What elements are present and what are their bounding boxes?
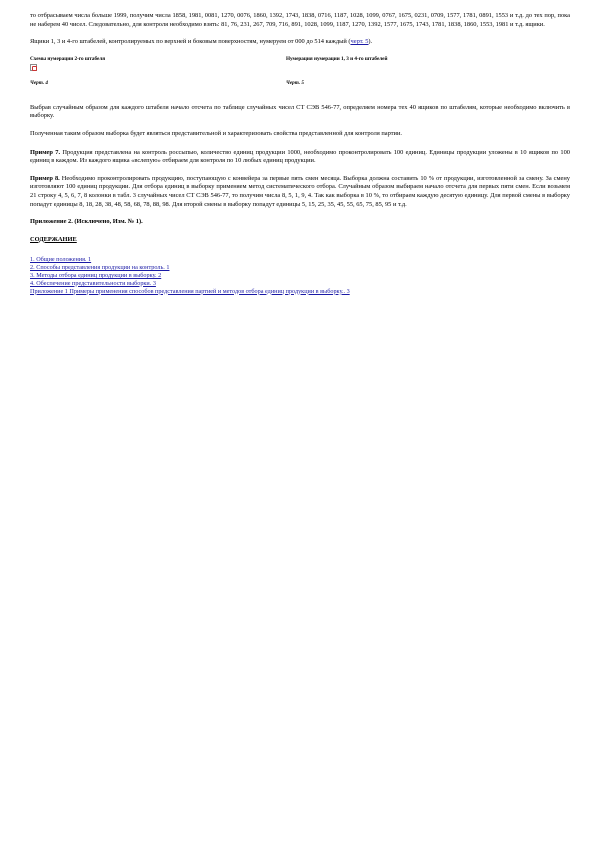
figure-5-caption: Черт. 5 (286, 79, 304, 86)
paragraph-random-numbers: то отбрасываем числа больше 1999, получим числа 1858, 1981, 0081, 1270, 0076, 1860, 1392, 1743, 1838, 0716, 1187, 1028, 1099, 0767, 1675, 0231, 0709, 1577, 1781, 0891, 1553 и т.д. до тех пор, пока не наберем 40 чисел. Следовательно, для контроля необходимо взять: 81, 76, 231, 267, 709, 716, 891, 1028, 1099, 1187, 1270, 1392, 1577, 1675, 1743, 1781, 1838, 1860, 1553, 1981 и т.д. ящики. (30, 12, 570, 28)
figure-4-title: Схемы нумерации 2-го штабеля (30, 55, 106, 62)
toc-link-presentation-methods[interactable]: 2. Способы представления продукции на контроль. 1 (30, 264, 170, 272)
boxes-text-end: ). (368, 38, 373, 46)
toc-link-general[interactable]: 1. Общие положения. 1 (30, 256, 92, 264)
figure-4 (30, 56, 280, 87)
document-page (30, 12, 570, 295)
toc-link-sampling-methods[interactable]: 3. Методы отбора единиц продукции в выборку. 2 (30, 271, 162, 279)
figures-row (30, 56, 570, 96)
paragraph-example-7 (30, 149, 570, 166)
figure-5 (286, 56, 570, 87)
example-7-label: Пример 7. (30, 148, 61, 156)
example-7-text: Продукция представлена на контроль россыпью, количество единиц продукции 1000, необходимо проконтролировать 100 единиц. Единицы продукции уложены в 10 ящиков по 100 единиц в каждом. Из каждого ящика «вслепую» отбираем для контроля по 10 любых единиц продукции. (30, 148, 571, 165)
paragraph-selection: Выбрав случайным образом для каждого штабеля начало отсчета по таблице случайных чисел СТ СЭВ 546-77, определяем номера тех 40 ящиков по штабелям, которые необходимо включить в выборку. (30, 103, 570, 120)
broken-image-icon (30, 64, 37, 71)
table-of-contents (30, 256, 570, 295)
paragraph-boxes (30, 38, 570, 47)
figure-4-caption: Черт. 4 (30, 79, 48, 86)
example-8-label: Пример 8. (30, 174, 60, 182)
figure-5-title: Нумерация нумерации 1, 3 и 4-го штабелей (286, 55, 388, 62)
paragraph-result: Полученная таким образом выборка будет являться представительной и характеризовать свойства представленной для контроля партии. (30, 129, 402, 137)
appendix-2-note: Приложение 2. (Исключено, Изм. № 1). (30, 218, 143, 226)
paragraph-example-8 (30, 175, 570, 209)
toc-heading: СОДЕРЖАНИЕ (30, 235, 77, 243)
example-8-text: Необходимо проконтролировать продукцию, поступающую с конвейера за первые пять смен месяца. Выборка должна составить 10 % от продукции, изготовленной за смену. За смену изготовляют 100 единиц продукции. Для отбора единиц в выборку применяем метод систематического отбора. Случайным образом выбираем начало отсчета для первых пяти смен. Если возьмем 21 строку 4, 5, 6, 7, 8 колонки в табл. 3 случайных чисел СТ СЭВ 546-77, то получим числа 8, 5, 1, 9, 4. Так как выборка в 10 %, то отбираем каждую десятую единицу. Для первой смены в выборку попадут единицы 8, 18, 28, 38, 48, 58, 68, 78, 88, 98. Для второй смены в выборку попадут единицы 5, 15, 25, 35, 45, 55, 65, 75, 85, 95 и т.д. (30, 174, 570, 208)
figure-5-link[interactable]: черт. 5 (350, 38, 369, 46)
toc-link-representativeness[interactable]: 4. Обеспечение представительности выборки. 3 (30, 279, 156, 287)
boxes-text: Ящики 1, 3 и 4-го штабелей, контролируемых по верхней и боковым поверхностям, нумеруем от 000 до 514 каждый ( (30, 38, 351, 46)
toc-link-appendix-1[interactable]: Приложение 1 Примеры применения способов представления партией и методов отбора единиц продукции в выборку.. 3 (30, 287, 350, 295)
